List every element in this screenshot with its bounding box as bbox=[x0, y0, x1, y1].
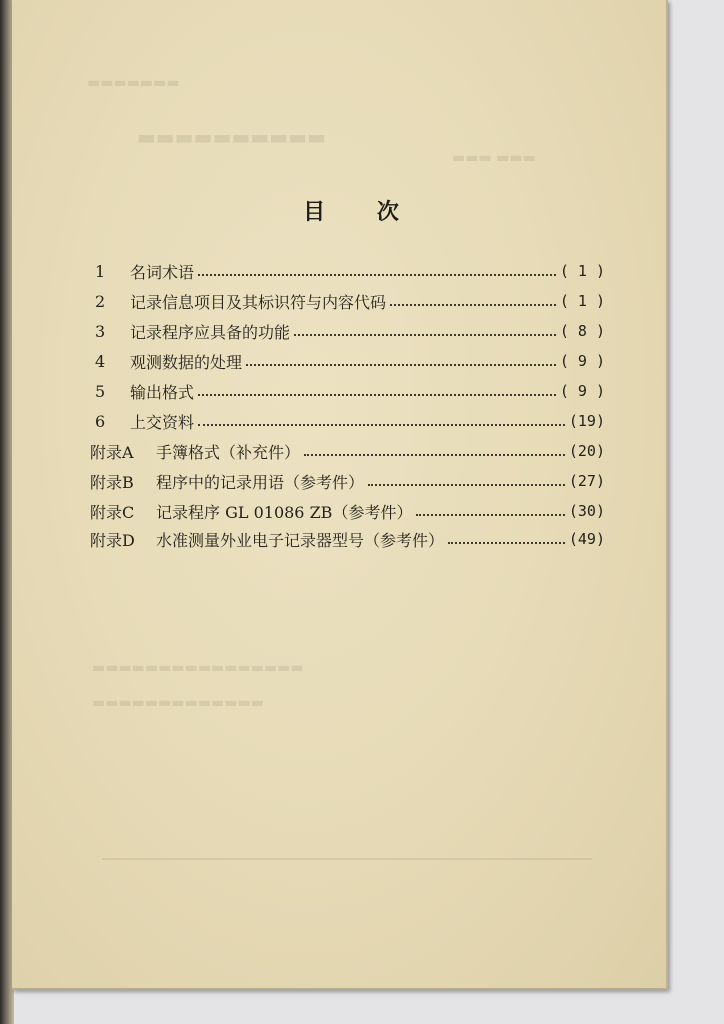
show-through-text: ▬▬▬▬▬▬▬▬▬▬▬▬▬▬▬▬ bbox=[92, 660, 304, 676]
toc-label: 记录程序应具备的功能 bbox=[130, 322, 291, 342]
toc-entry[interactable] bbox=[90, 468, 605, 494]
toc-entry[interactable] bbox=[90, 348, 605, 374]
toc-entry[interactable] bbox=[90, 318, 605, 344]
toc-number: 4 bbox=[95, 351, 106, 371]
toc-number: 附录C bbox=[90, 502, 135, 522]
show-through-text: ▬▬▬ ▬▬▬ bbox=[452, 150, 536, 166]
toc-label: 名词术语 bbox=[130, 262, 195, 282]
dot-leader bbox=[246, 362, 556, 366]
dot-leader bbox=[198, 392, 556, 396]
toc-page-number: (20) bbox=[568, 442, 605, 460]
dot-leader bbox=[294, 332, 556, 336]
toc-entry[interactable] bbox=[90, 258, 605, 284]
dot-leader bbox=[390, 302, 556, 306]
toc-number: 1 bbox=[95, 261, 106, 281]
toc-number: 附录A bbox=[90, 442, 134, 462]
toc-entry[interactable] bbox=[90, 408, 605, 434]
toc-number: 附录B bbox=[90, 472, 134, 492]
show-through-text: ▬▬▬▬▬▬▬▬▬▬ bbox=[137, 125, 326, 149]
toc-label: 水准测量外业电子记录器型号（参考件） bbox=[156, 530, 445, 550]
toc-label: 记录程序 GL 01086 ZB（参考件） bbox=[156, 502, 413, 522]
toc-label: 程序中的记录用语（参考件） bbox=[156, 472, 365, 492]
show-through-text: ▬▬▬▬▬▬▬ bbox=[87, 75, 180, 91]
toc-entry[interactable] bbox=[90, 438, 605, 464]
toc-page-number: ( 1 ) bbox=[559, 262, 605, 280]
toc-page-number: (49) bbox=[568, 530, 605, 548]
page-title: 目 次 bbox=[303, 200, 421, 225]
toc-label: 上交资料 bbox=[130, 412, 195, 432]
toc-number: 3 bbox=[95, 321, 106, 341]
toc-entry[interactable] bbox=[90, 526, 605, 552]
toc-page-number: ( 1 ) bbox=[559, 292, 605, 310]
toc-label: 观测数据的处理 bbox=[130, 352, 243, 372]
dot-leader bbox=[368, 482, 565, 486]
toc-number: 5 bbox=[95, 381, 106, 401]
toc-entry[interactable] bbox=[90, 498, 605, 524]
show-through-text: ▬▬▬▬▬▬▬▬▬▬▬▬▬ bbox=[92, 695, 264, 711]
toc-entry[interactable] bbox=[90, 378, 605, 404]
show-through-rule bbox=[102, 858, 592, 860]
toc-entry[interactable] bbox=[90, 288, 605, 314]
toc-number: 附录D bbox=[90, 530, 135, 550]
toc-page-number: ( 9 ) bbox=[559, 382, 605, 400]
toc-page-number: (30) bbox=[568, 502, 605, 520]
toc-page-number: ( 9 ) bbox=[559, 352, 605, 370]
dot-leader bbox=[416, 512, 564, 516]
dot-leader bbox=[304, 452, 565, 456]
dot-leader bbox=[198, 272, 556, 276]
toc-page-number: (27) bbox=[568, 472, 605, 490]
toc-page-number: (19) bbox=[568, 412, 605, 430]
toc-label: 输出格式 bbox=[130, 382, 195, 402]
dot-leader bbox=[198, 422, 565, 426]
toc-label: 手簿格式（补充件） bbox=[156, 442, 301, 462]
toc-number: 6 bbox=[95, 411, 106, 431]
document-page bbox=[12, 0, 668, 990]
toc-label: 记录信息项目及其标识符与内容代码 bbox=[130, 292, 387, 312]
dot-leader bbox=[448, 540, 565, 544]
toc-number: 2 bbox=[95, 291, 106, 311]
toc-page-number: ( 8 ) bbox=[559, 322, 605, 340]
